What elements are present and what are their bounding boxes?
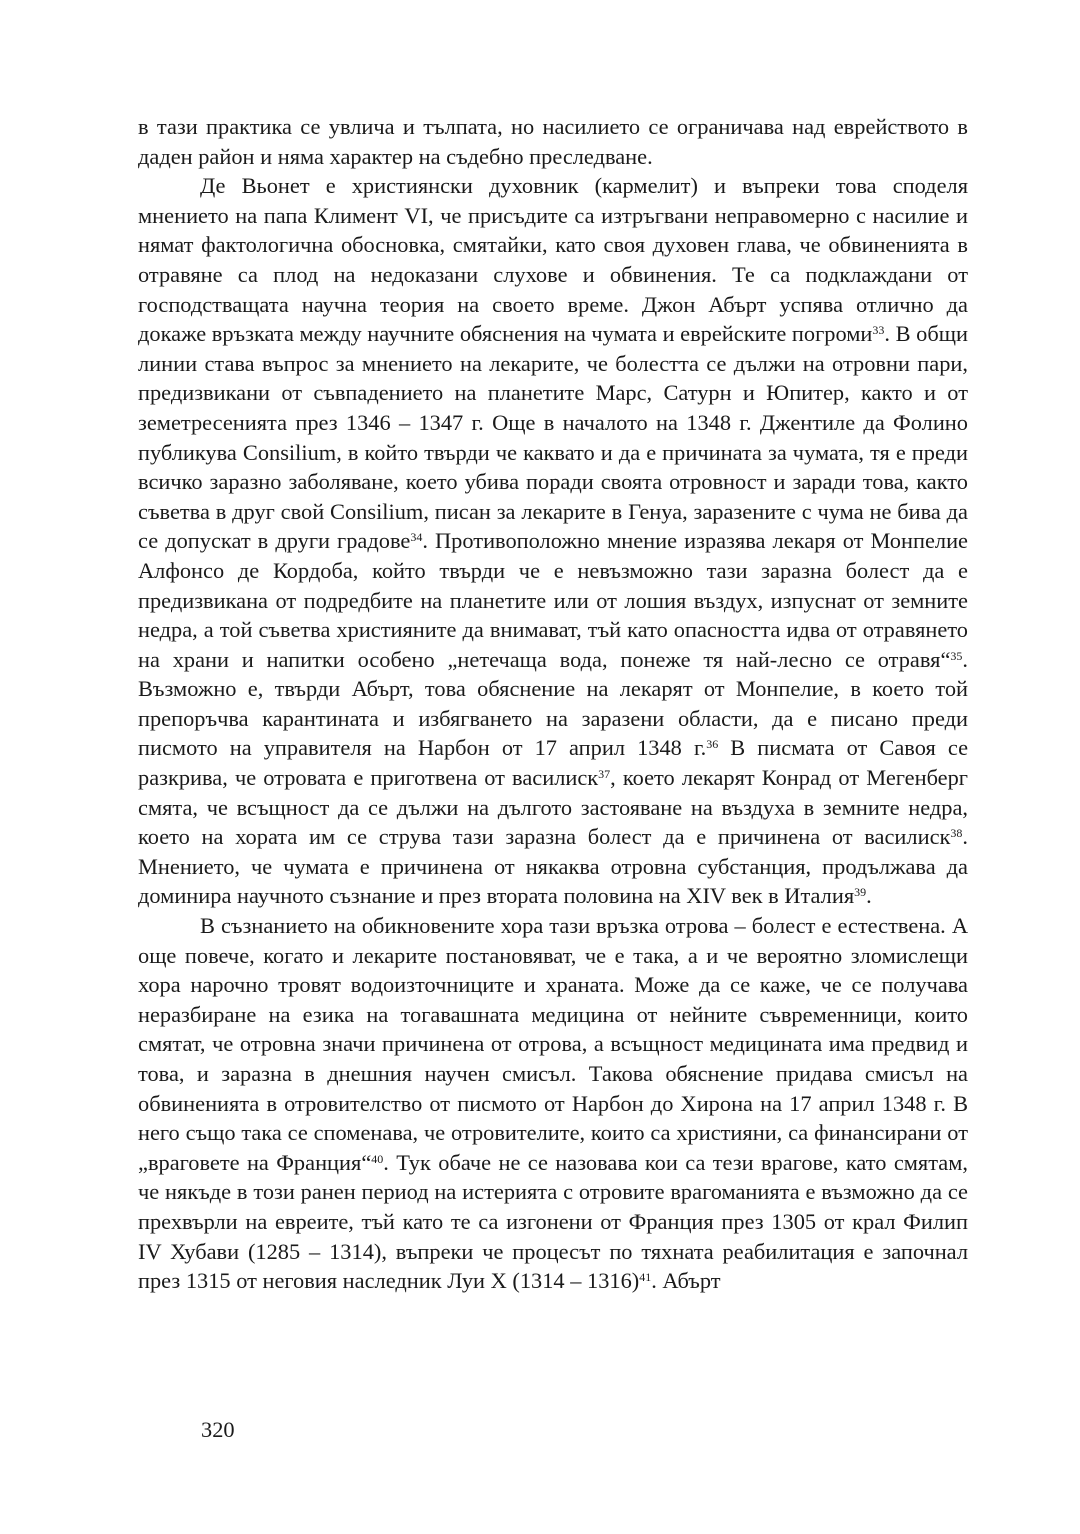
paragraph-text: Де Вьонет е християнски духовник (кармелит) и въпреки това споделя мнението на папа Климент VI, че присъдите са изтръгвани неправомерно с насилие и нямат фактологична обосновка, смятайки, като своя духовен глава, че обвиненията в отравяне са плод на недоказани слухове и обвинения. Те са подклаждани от господстващата научна теория на своето време. Джон Абърт успява отлично да докаже връзката между научните обяснения на чумата и еврейските погроми <box>138 173 968 347</box>
page-body <box>138 112 968 1296</box>
footnote-ref-36[interactable]: 36 <box>706 737 719 752</box>
footnote-ref-41[interactable]: 41 <box>639 1270 652 1285</box>
paragraph-common-people <box>138 911 968 1296</box>
paragraph-text: . Мнението, че чумата е причинена от някаква отровна субстанция, продължава да доминира научното съзнание и през втората половина на XIV век в Италия <box>138 824 968 909</box>
footnote-ref-35[interactable]: 35 <box>950 648 963 663</box>
paragraph-text: . Тук обаче не се назовава кои са тези врагове, като смятам, че някъде в този ранен период на истерията с отровите врагоманията е възможно да се прехвърли на евреите, тъй като те са изгонени от Франция през 1305 от крал Филип IV Хубави (1285 – 1314), въпреки че процесът по тяхната реабилитация е започнал през 1315 от неговия наследник Луи X (1314 – 1316) <box>138 1149 968 1294</box>
footnote-ref-38[interactable]: 38 <box>950 826 963 841</box>
paragraph-text: . В общи линии става въпрос за мнението на лекарите, че болестта се дължи на отровни пари, предизвикани от съвпадението на планетите Марс, Сатурн и Юпитер, както и от земетресенията през 1346 – 1347 г. Още в началото на 1348 г. Джентиле да Фолино публикува Consilium, в който твърди че каквато и да е причината за чумата, тя е преди всичко заразно заболяване, което убива поради своята отровност и заради това, както съветва в друг свой Consilium, писан за лекарите в Генуа, заразените с чума не бива да се допускат в други градове <box>138 321 968 554</box>
footnote-ref-39[interactable]: 39 <box>854 885 867 900</box>
paragraph-text: В съзнанието на обикновените хора тази връзка отрова – болест е естествена. А още повече, когато и лекарите постановяват, че е така, а и че вероятно зломислещи хора нарочно тровят водоизточниците и храната. Може да се каже, че се получава неразбиране на езика на тогавашната медицина от нейните съвременници, които смятат, че отровна значи причинена от отрова, а всъщност медицината има предвид и това, и заразна в днешния научен смисъл. Такова обяснение придава смисъл на обвиненията в отровителство от писмото от Нарбон до Хирона на 17 април 1348 г. В него също така се споменава, че отровителите, които са християни, са финансирани от „враговете на Франция“ <box>138 913 968 1175</box>
footnote-ref-33[interactable]: 33 <box>872 323 885 338</box>
paragraph-text: . <box>866 883 872 909</box>
paragraph-text: . Възможно е, твърди Абърт, това обяснение на лекарят от Монпелие, в което той препоръчва карантината и избягването на заразени области, да е писано преди писмото на управителя на Нарбон от 17 април 1348 г. <box>138 646 968 761</box>
paragraph-text: , което лекарят Конрад от Мегенберг смята, че всъщност да се дължи на дългото застояване на въздуха в земните недра, което на хората им се струва тази заразна болест да е причинена от василиск <box>138 765 968 850</box>
paragraph-text: . Абърт <box>651 1268 721 1294</box>
footnote-ref-37[interactable]: 37 <box>598 767 611 782</box>
paragraph-text: в тази практика се увлича и тълпата, но насилието се ограничава над еврейството в даден район и няма характер на съдебно преследване. <box>138 114 968 169</box>
paragraph-de-vyonet <box>138 171 968 911</box>
paragraph-text: . Противоположно мнение изразява лекаря от Монпелие Алфонсо де Кордоба, който твърди че е невъзможно тази заразна болест да е предизвикана от подредбите на планетите или от лошия въздух, изпуснат от земните недра, а той съветва християните да внимават, тъй като опасността идва от отравянето на храни и напитки особено „нетечаща вода, понеже тя най-лесно се отравя“ <box>138 528 968 672</box>
footnote-ref-34[interactable]: 34 <box>410 530 423 545</box>
page-number: 320 <box>201 1417 235 1442</box>
paragraph-text: В писмата от Савоя се разкрива, че отровата е приготвена от василиск <box>138 735 969 791</box>
footnote-ref-40[interactable]: 40 <box>371 1151 384 1166</box>
paragraph-continuation <box>138 112 968 171</box>
